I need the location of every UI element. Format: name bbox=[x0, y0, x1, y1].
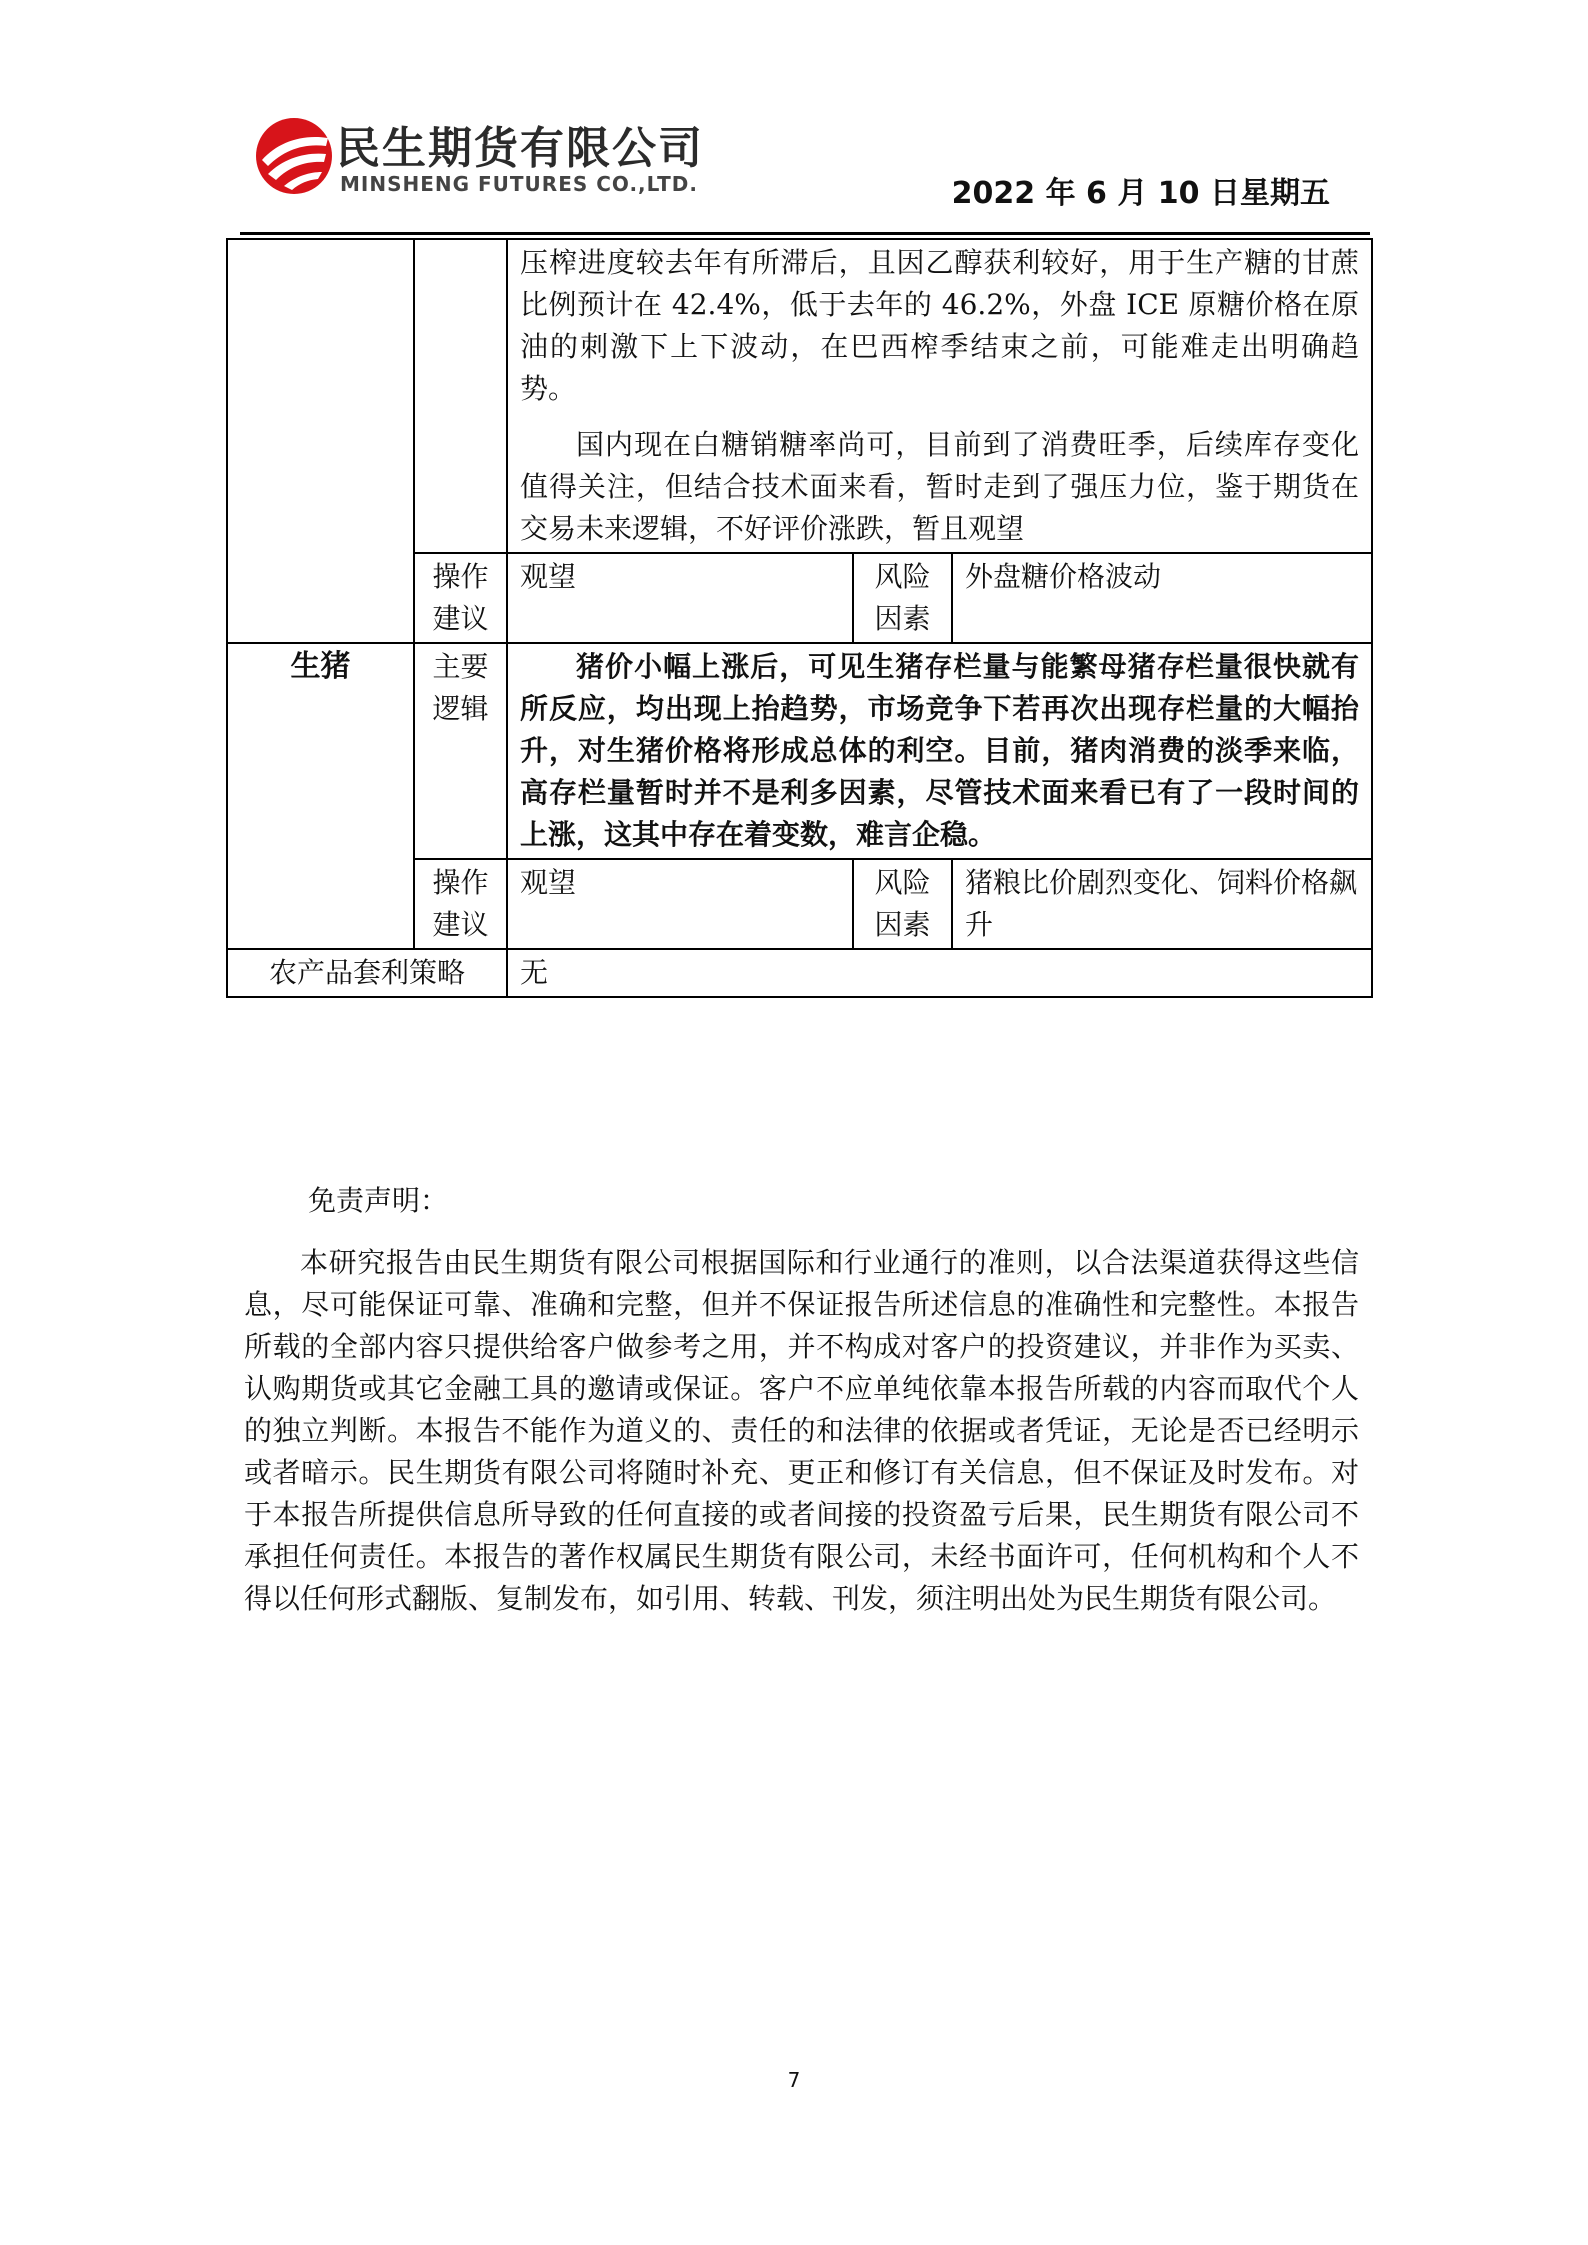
hog-op-label: 操作建议 bbox=[414, 859, 507, 949]
company-name-en: MINSHENG FUTURES CO.,LTD. bbox=[340, 172, 698, 196]
company-logo-icon bbox=[254, 116, 334, 196]
strategy-table bbox=[226, 238, 1373, 998]
sugar-op-value: 观望 bbox=[507, 553, 853, 643]
hog-category: 生猪 bbox=[227, 643, 414, 949]
disclaimer-body: 本研究报告由民生期货有限公司根据国际和行业通行的准则，以合法渠道获得这些信息，尽可能保证可靠、准确和完整，但并不保证报告所述信息的准确性和完整性。本报告所载的全部内容只提供给客户做参考之用，并不构成对客户的投资建议，并非作为买卖、认购期货或其它金融工具的邀请或保证。客户不应单纯依靠本报告所载的内容而取代个人的独立判断。本报告不能作为道义的、责任的和法律的依据或者凭证，无论是否已经明示或者暗示。民生期货有限公司将随时补充、更正和修订有关信息，但不保证及时发布。对于本报告所提供信息所导致的任何直接的或者间接的投资盈亏后果，民生期货有限公司不承担任何责任。本报告的著作权属民生期货有限公司，未经书面许可，任何机构和个人不得以任何形式翻版、复制发布，如引用、转载、刊发，须注明出处为民生期货有限公司。 bbox=[244, 1246, 1359, 1615]
header-divider bbox=[240, 232, 1370, 235]
company-name-cn: 民生期货有限公司 bbox=[336, 123, 704, 174]
table-row bbox=[227, 239, 1372, 553]
hog-op-value: 观望 bbox=[507, 859, 853, 949]
sugar-logic-paragraph-2: 国内现在白糖销糖率尚可，目前到了消费旺季，后续库存变化值得关注，但结合技术面来看，暂时走到了强压力位，鉴于期货在交易未来逻辑，不好评价涨跌，暂且观望 bbox=[520, 428, 1359, 545]
hog-risk-value: 猪粮比价剧烈变化、饲料价格飙升 bbox=[952, 859, 1372, 949]
disclaimer-section bbox=[244, 1180, 1359, 1620]
hog-logic-cell bbox=[507, 643, 1372, 859]
arbitrage-value: 无 bbox=[507, 949, 1372, 997]
sugar-category-cell bbox=[227, 239, 414, 643]
sugar-risk-value: 外盘糖价格波动 bbox=[952, 553, 1372, 643]
hog-logic-text: 猪价小幅上涨后，可见生猪存栏量与能繁母猪存栏量很快就有所反应，均出现上抬趋势，市场竞争下若再次出现存栏量的大幅抬升，对生猪价格将形成总体的利空。目前，猪肉消费的淡季来临，高存栏量暂时并不是利多因素，尽管技术面来看已有了一段时间的上涨，这其中存在着变数，难言企稳。 bbox=[520, 650, 1359, 851]
report-date: 2022 年 6 月 10 日星期五 bbox=[951, 176, 1330, 211]
table-row bbox=[227, 643, 1372, 859]
sugar-logic-label-cell bbox=[414, 239, 507, 553]
sugar-op-label: 操作建议 bbox=[414, 553, 507, 643]
disclaimer-title: 免责声明： bbox=[308, 1184, 449, 1217]
sugar-risk-label: 风险因素 bbox=[853, 553, 952, 643]
sugar-logic-paragraph-1: 压榨进度较去年有所滞后，且因乙醇获利较好，用于生产糖的甘蔗比例预计在 42.4%，低于去年的 46.2%，外盘 ICE 原糖价格在原油的刺激下上下波动，在巴西榨季结束之前，可能难走出明确趋势。 bbox=[520, 246, 1359, 405]
arbitrage-label: 农产品套利策略 bbox=[227, 949, 507, 997]
table-row bbox=[227, 949, 1372, 997]
sugar-logic-cell bbox=[507, 239, 1372, 553]
hog-logic-label: 主要逻辑 bbox=[414, 643, 507, 859]
hog-risk-label: 风险因素 bbox=[853, 859, 952, 949]
page-header bbox=[240, 112, 1340, 232]
page-number: 7 bbox=[787, 2068, 801, 2092]
